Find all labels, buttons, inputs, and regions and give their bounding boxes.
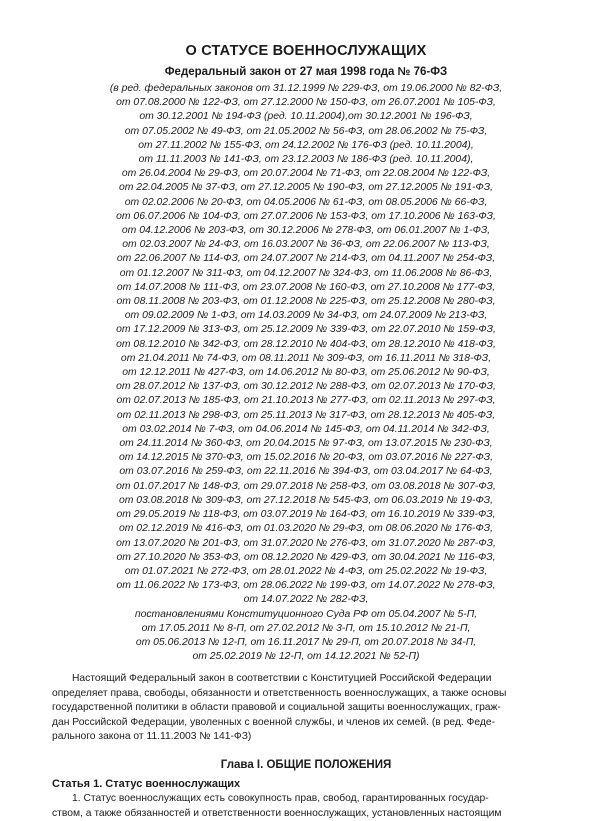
amendment-line: от 17.05.2011 № 8-П, от 27.02.2012 № 3-П, от 15.10.2012 № 21-П,: [141, 622, 471, 634]
amendment-line: от 11.11.2003 № 141-ФЗ, от 23.12.2003 № 186-ФЗ (ред. 10.11.2004),: [138, 154, 474, 166]
amendment-list: [52, 82, 560, 664]
article-heading: Статья 1. Статус военнослужащих: [52, 778, 241, 791]
amendment-line: от 02.07.2013 № 185-ФЗ, от 21.10.2013 № 277-ФЗ, от 02.11.2013 № 297-ФЗ,: [116, 395, 496, 407]
amendment-line: от 30.12.2001 № 194-ФЗ (ред. 10.11.2004),от 30.12.2001 № 196-ФЗ,: [139, 111, 473, 123]
amendment-line: от 28.07.2012 № 137-ФЗ, от 30.12.2012 № 288-ФЗ, от 02.07.2013 № 170-ФЗ,: [116, 381, 496, 393]
amendment-line: от 12.12.2011 № 427-ФЗ, от 14.06.2012 № 80-ФЗ, от 25.06.2012 № 90-ФЗ,: [122, 367, 490, 379]
amendment-line: от 07.08.2000 № 122-ФЗ, от 27.12.2000 № 150-ФЗ, от 26.07.2001 № 105-ФЗ,: [116, 97, 496, 109]
article-paragraph: [52, 792, 560, 821]
amendment-line: от 24.11.2014 № 360-ФЗ, от 20.04.2015 № 97-ФЗ, от 13.07.2015 № 230-ФЗ,: [119, 438, 493, 450]
preamble-line: государственной политики в области правовой и социальной защиты военнослужащих, граж-: [52, 702, 501, 714]
amendment-line: (в ред. федеральных законов от 31.12.1999 № 229-ФЗ, от 19.06.2000 № 82-ФЗ,: [109, 83, 503, 94]
amendment-line: от 01.07.2021 № 272-ФЗ, от 28.01.2022 № 4-ФЗ, от 25.02.2022 № 19-ФЗ,: [124, 565, 488, 577]
amendment-line: от 14.07.2022 № 282-ФЗ,: [243, 594, 369, 606]
amendment-line: от 08.12.2010 № 342-ФЗ, от 28.12.2010 № 404-ФЗ, от 28.12.2010 № 418-ФЗ,: [116, 338, 496, 350]
amendment-line: от 21.04.2011 № 74-ФЗ, от 08.11.2011 № 309-ФЗ, от 16.11.2011 № 318-ФЗ,: [120, 352, 492, 364]
amendment-line: от 01.12.2007 № 311-ФЗ, от 04.12.2007 № 324-ФЗ, от 11.06.2008 № 86-ФЗ,: [119, 267, 493, 279]
paragraph-line: ством, а также обязанностей и ответственности военнослужащих, установленных настоящим: [52, 807, 502, 819]
amendment-line: от 08.11.2008 № 203-ФЗ, от 01.12.2008 № 225-ФЗ, от 25.12.2008 № 280-ФЗ,: [116, 296, 496, 308]
amendment-line: от 03.07.2016 № 259-ФЗ, от 22.11.2016 № 394-ФЗ, от 03.04.2017 № 64-ФЗ,: [119, 466, 493, 478]
amendment-line: от 14.12.2015 № 370-ФЗ, от 15.02.2016 № 20-ФЗ, от 03.07.2016 № 227-ФЗ,: [118, 452, 493, 464]
amendment-line: от 07.05.2002 № 49-ФЗ, от 21.05.2002 № 56-ФЗ, от 28.06.2002 № 75-ФЗ,: [124, 125, 488, 137]
paragraph-line: 1. Статус военнослужащих есть совокупность прав, свобод, гарантированных государ-: [72, 793, 489, 805]
preamble-line: дан Российской Федерации, уволенных с военной службы, и членов их семей. (в ред. Феде-: [52, 716, 496, 728]
preamble-line: рального закона от 11.11.2003 № 141-ФЗ): [52, 730, 252, 742]
amendment-line: от 22.06.2007 № 114-ФЗ, от 24.07.2007 № 214-ФЗ, от 04.11.2007 № 254-ФЗ,: [116, 253, 496, 265]
amendment-line: от 02.12.2019 № 416-ФЗ, от 01.03.2020 № 29-ФЗ, от 08.06.2020 № 176-ФЗ,: [118, 523, 493, 535]
amendment-line: от 27.11.2002 № 155-ФЗ, от 24.12.2002 № 176-ФЗ (ред. 10.11.2004),: [138, 139, 474, 151]
amendment-line: постановлениями Конституционного Суда РФ от 05.04.2007 № 5-П,: [134, 608, 478, 620]
amendment-line: от 03.08.2018 № 309-ФЗ, от 27.12.2018 № 545-ФЗ, от 06.03.2019 № 19-ФЗ,: [118, 494, 493, 506]
amendment-line: от 01.07.2017 № 148-ФЗ, от 29.07.2018 № 258-ФЗ, от 03.08.2018 № 307-ФЗ,: [116, 480, 496, 492]
amendment-line: от 02.02.2006 № 20-ФЗ, от 04.05.2006 № 61-ФЗ, от 08.05.2006 № 66-ФЗ,: [124, 196, 488, 208]
amendment-line: от 04.12.2006 № 203-ФЗ, от 30.12.2006 № 278-ФЗ, от 06.01.2007 № 1-ФЗ,: [121, 225, 491, 237]
amendment-line: от 26.04.2004 № 29-ФЗ, от 20.07.2004 № 71-ФЗ, от 22.08.2004 № 122-ФЗ,: [121, 168, 491, 180]
amendment-line: от 03.02.2014 № 7-ФЗ, от 04.06.2014 № 145-ФЗ, от 04.11.2014 № 342-ФЗ,: [122, 423, 490, 435]
preamble-line: определяет права, свободы, обязанности и ответственность военнослужащих, а также основы: [52, 687, 507, 699]
preamble-line: Настоящий Федеральный закон в соответствии с Конституцией Российской Федерации: [72, 673, 492, 685]
chapter-heading: Глава I. ОБЩИЕ ПОЛОЖЕНИЯ: [220, 759, 392, 772]
amendment-line: от 25.02.2019 № 12-П, от 14.12.2021 № 52-П): [192, 651, 420, 663]
law-subtitle: Федеральный закон от 27 мая 1998 года № 76-ФЗ: [164, 66, 448, 78]
amendment-line: от 11.06.2022 № 173-ФЗ, от 28.06.2022 № 199-ФЗ, от 14.07.2022 № 278-ФЗ,: [116, 580, 496, 592]
amendment-line: от 14.07.2008 № 111-ФЗ, от 23.07.2008 № 160-ФЗ, от 27.10.2008 № 177-ФЗ,: [116, 281, 496, 293]
amendment-line: от 27.10.2020 № 353-ФЗ, от 08.12.2020 № 429-ФЗ, от 30.04.2021 № 116-ФЗ,: [116, 551, 496, 563]
amendment-line: от 17.12.2009 № 313-ФЗ, от 25.12.2009 № 339-ФЗ, от 22.07.2010 № 159-ФЗ,: [116, 324, 496, 336]
law-title: О СТАТУСЕ ВОЕННОСЛУЖАЩИХ: [185, 43, 427, 59]
amendment-line: от 09.02.2009 № 1-ФЗ, от 14.03.2009 № 34-ФЗ, от 24.07.2009 № 213-ФЗ,: [124, 310, 488, 322]
amendment-line: от 22.04.2005 № 37-ФЗ, от 27.12.2005 № 190-ФЗ, от 27.12.2005 № 191-ФЗ,: [118, 182, 493, 194]
amendment-line: от 06.07.2006 № 104-ФЗ, от 27.07.2006 № 153-ФЗ, от 17.10.2006 № 163-ФЗ,: [116, 210, 496, 222]
amendment-line: от 13.07.2020 № 201-ФЗ, от 31.07.2020 № 276-ФЗ, от 31.07.2020 № 287-ФЗ,: [116, 537, 496, 549]
amendment-line: от 02.03.2007 № 24-ФЗ, от 16.03.2007 № 36-ФЗ, от 22.06.2007 № 113-ФЗ,: [122, 239, 490, 251]
amendment-line: от 05.06.2013 № 12-П, от 16.11.2017 № 29-П, от 20.07.2018 № 34-П,: [135, 636, 477, 648]
preamble-paragraph: [52, 672, 560, 744]
amendment-line: от 29.05.2019 № 118-ФЗ, от 03.07.2019 № 164-ФЗ, от 16.10.2019 № 339-ФЗ,: [116, 509, 496, 521]
amendment-line: от 02.11.2013 № 298-ФЗ, от 25.11.2013 № 317-ФЗ, от 28.12.2013 № 405-ФЗ,: [116, 409, 496, 421]
